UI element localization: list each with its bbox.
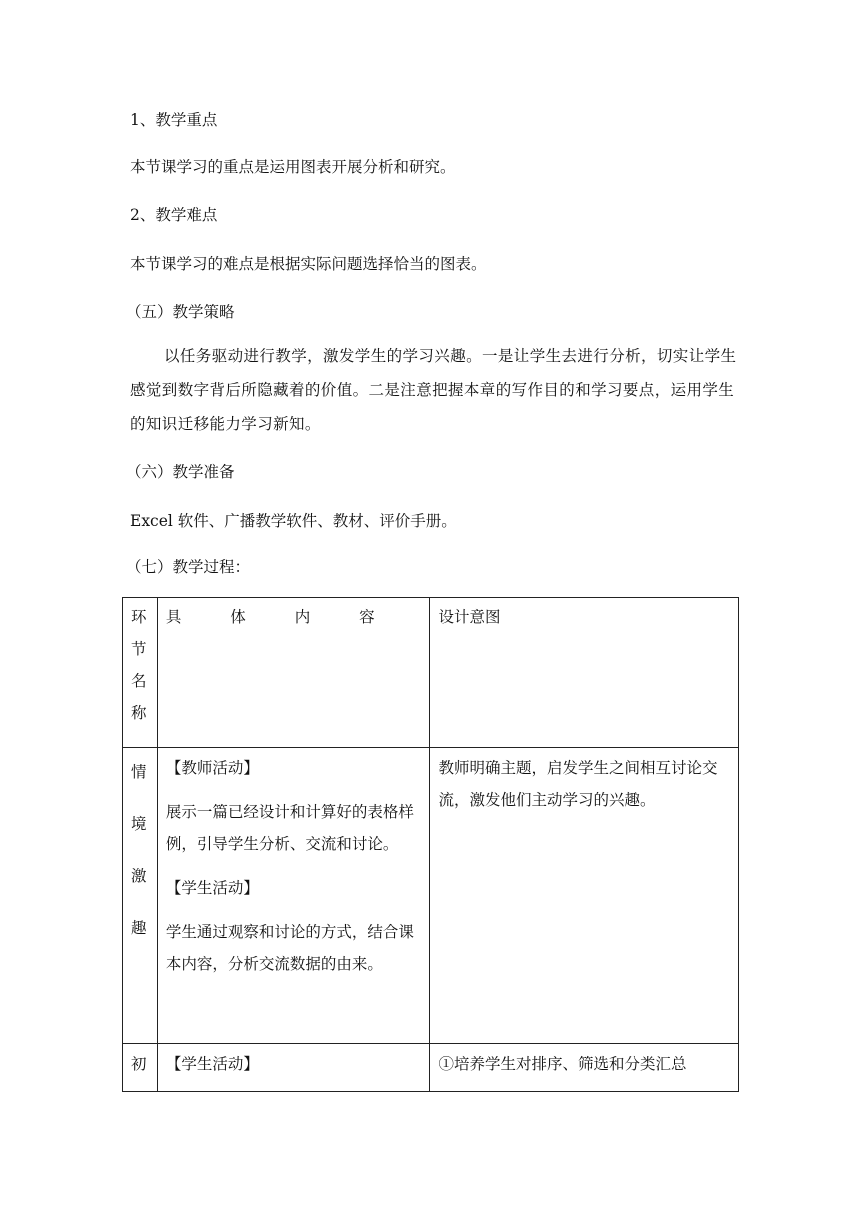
stage-char: 境 <box>131 815 147 833</box>
teacher-activity-label: 【教师活动】 <box>165 759 259 777</box>
heading-difficulty: 2、教学难点 <box>130 206 218 224</box>
header-content-label: 具 体 内 容 <box>165 608 397 626</box>
header-char: 称 <box>131 704 147 722</box>
intent-cell <box>430 1044 739 1092</box>
stage-name-cell <box>123 1044 158 1092</box>
text-key-points: 本节课学习的重点是运用图表开展分析和研究。 <box>130 158 456 176</box>
header-content <box>157 598 430 748</box>
content-cell <box>157 748 430 1044</box>
stage-char: 情 <box>131 763 147 781</box>
strategy-paragraph <box>130 339 742 441</box>
intent-cell <box>430 748 739 1044</box>
text-preparation: Excel 软件、广播教学软件、教材、评价手册。 <box>130 512 457 530</box>
heading-strategy: （五）教学策略 <box>126 303 235 321</box>
student-activity-text: 学生通过观察和讨论的方式，结合课本内容，分析交流数据的由来。 <box>165 923 414 973</box>
stage-char: 激 <box>131 867 147 885</box>
table-row <box>123 748 739 1044</box>
header-char: 环 <box>131 608 147 626</box>
student-activity-label: 【学生活动】 <box>165 879 259 897</box>
header-char: 节 <box>131 640 147 658</box>
header-char: 名 <box>131 672 147 690</box>
stage-char: 趣 <box>131 919 147 937</box>
teacher-activity-text: 展示一篇已经设计和计算好的表格样例，引导学生分析、交流和讨论。 <box>165 803 414 853</box>
table-header-row <box>123 598 739 748</box>
intent-text: ①培养学生对排序、筛选和分类汇总 <box>438 1055 687 1073</box>
student-activity-label: 【学生活动】 <box>165 1055 259 1073</box>
header-intent-label: 设计意图 <box>438 608 501 626</box>
strategy-text: 以任务驱动进行教学，激发学生的学习兴趣。一是让学生去进行分析，切实让学生感觉到数字背后所隐藏着的价值。二是注意把握本章的写作目的和学习要点，运用学生的知识迁移能力学习新知。 <box>130 347 737 433</box>
header-design-intent <box>430 598 739 748</box>
heading-preparation: （六）教学准备 <box>126 463 235 481</box>
stage-char: 初 <box>131 1055 147 1073</box>
teaching-process-table <box>122 597 739 1092</box>
text-difficulty: 本节课学习的难点是根据实际问题选择恰当的图表。 <box>130 255 487 273</box>
heading-process: （七）教学过程： <box>126 558 251 576</box>
content-cell <box>157 1044 430 1092</box>
header-stage-name <box>123 598 158 748</box>
table-row <box>123 1044 739 1092</box>
intent-text: 教师明确主题，启发学生之间相互讨论交流，激发他们主动学习的兴趣。 <box>438 759 718 809</box>
heading-key-points: 1、教学重点 <box>130 111 218 129</box>
stage-name-cell <box>123 748 158 1044</box>
